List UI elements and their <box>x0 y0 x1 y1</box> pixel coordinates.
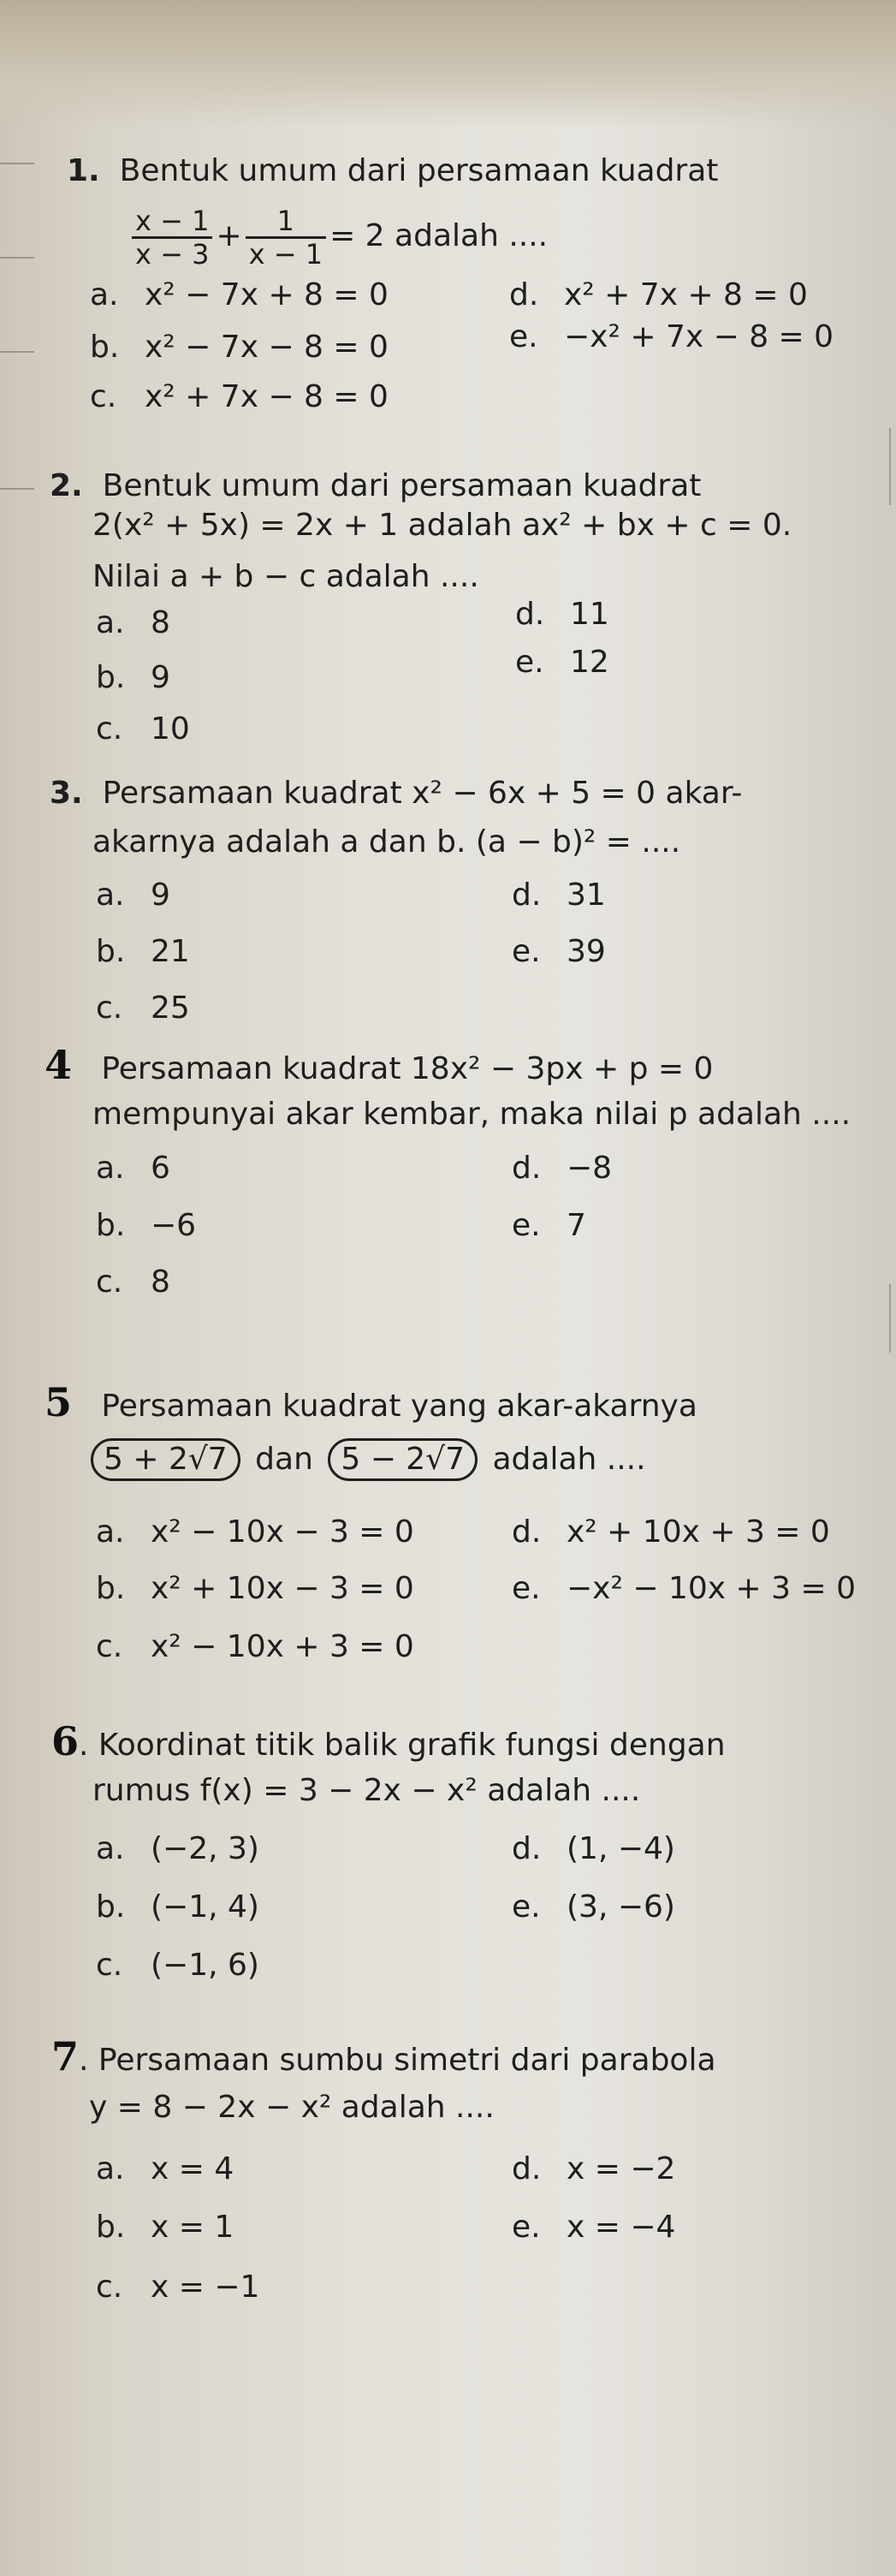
question-stem <box>67 152 718 190</box>
fraction <box>246 205 326 270</box>
option-c[interactable] <box>96 1628 414 1666</box>
question-number: 5 <box>45 1379 73 1425</box>
option-c[interactable] <box>96 990 190 1027</box>
question-stem <box>51 1718 726 1764</box>
numerator: x − 1 <box>132 205 212 239</box>
option-e[interactable] <box>515 644 609 681</box>
question-text: Persamaan kuadrat x² − 6x + 5 = 0 akar- <box>102 776 743 811</box>
question-stem <box>45 1379 697 1425</box>
option-label: a. <box>96 1831 125 1866</box>
option-text: x = 1 <box>151 2210 234 2245</box>
option-label: e. <box>512 934 541 969</box>
option-b[interactable] <box>96 1570 414 1608</box>
question-stem <box>50 775 742 812</box>
option-label: d. <box>512 2151 542 2186</box>
option-text: x² + 7x + 8 = 0 <box>564 277 808 312</box>
option-e[interactable] <box>512 933 606 971</box>
root-expression: 5 + 2√7 <box>91 1438 240 1481</box>
option-text: 39 <box>567 934 606 969</box>
option-text: x² + 10x + 3 = 0 <box>567 1514 830 1550</box>
option-label: d. <box>512 1831 542 1866</box>
option-text: x = 4 <box>151 2151 234 2186</box>
option-text: 8 <box>151 1264 170 1300</box>
option-d[interactable] <box>512 1830 675 1868</box>
option-text: x = −2 <box>567 2151 676 2186</box>
option-text: −x² − 10x + 3 = 0 <box>567 1571 856 1606</box>
option-label: d. <box>512 1151 542 1186</box>
option-label: e. <box>515 645 544 680</box>
option-d[interactable] <box>512 1514 830 1551</box>
option-text: 11 <box>570 597 609 632</box>
option-label: d. <box>512 1514 542 1550</box>
option-label: a. <box>96 878 125 913</box>
option-text: x² − 10x + 3 = 0 <box>151 1629 414 1664</box>
connector-text: dan <box>255 1442 313 1477</box>
option-text: (−2, 3) <box>151 1831 259 1866</box>
question-stem <box>50 467 701 505</box>
plus-sign: + <box>216 218 242 253</box>
question-number: 7 <box>51 2033 80 2079</box>
question-text: . Persamaan sumbu simetri dari parabola <box>79 2043 716 2078</box>
question-number: 3. <box>50 776 83 811</box>
fraction <box>132 205 212 270</box>
option-a[interactable] <box>96 1514 414 1551</box>
option-text: 21 <box>151 934 190 969</box>
option-text: (1, −4) <box>567 1831 675 1866</box>
option-label: a. <box>96 1151 125 1186</box>
equation-tail: = 2 adalah .... <box>329 218 549 253</box>
option-c[interactable] <box>96 1264 170 1301</box>
option-d[interactable] <box>512 877 606 914</box>
option-text: 6 <box>151 1151 170 1186</box>
denominator: x − 1 <box>248 237 323 271</box>
option-c[interactable] <box>96 2269 259 2306</box>
option-a[interactable] <box>96 604 170 642</box>
option-e[interactable] <box>512 1889 675 1926</box>
option-c[interactable] <box>96 1947 259 1984</box>
option-text: (−1, 6) <box>151 1948 259 1983</box>
option-label: e. <box>512 1208 541 1243</box>
question-stem <box>51 2033 716 2079</box>
option-text: 8 <box>151 605 170 640</box>
option-label: a. <box>96 605 125 640</box>
question-stem-line: akarnya adalah a dan b. (a − b)² = .... <box>92 824 681 860</box>
question-number: 1. <box>67 153 100 188</box>
option-label: b. <box>90 330 120 365</box>
option-text: (−1, 4) <box>151 1889 259 1925</box>
option-text: 9 <box>151 878 170 913</box>
option-label: a. <box>96 2151 125 2186</box>
option-d[interactable] <box>512 2151 675 2188</box>
option-text: x² + 7x − 8 = 0 <box>145 379 389 414</box>
option-label: a. <box>96 1514 125 1550</box>
question-text: Persamaan kuadrat yang akar-akarnya <box>101 1389 697 1424</box>
option-label: c. <box>96 1948 123 1983</box>
question-stem-line: Nilai a + b − c adalah .... <box>92 559 479 594</box>
roots-expression <box>86 1438 646 1481</box>
option-text: 25 <box>151 991 190 1026</box>
option-label: d. <box>512 878 542 913</box>
question-text: Persamaan kuadrat 18x² − 3px + p = 0 <box>101 1051 714 1086</box>
option-b[interactable] <box>96 933 190 971</box>
option-label: c. <box>90 379 117 414</box>
option-e[interactable] <box>509 318 834 356</box>
option-a[interactable] <box>90 277 389 314</box>
option-label: c. <box>96 2270 123 2305</box>
option-text: x = −4 <box>567 2210 676 2245</box>
option-c[interactable] <box>90 378 389 416</box>
option-label: b. <box>96 2210 126 2245</box>
option-text: x² − 10x − 3 = 0 <box>151 1514 414 1550</box>
option-c[interactable] <box>96 711 190 748</box>
option-label: c. <box>96 1629 123 1664</box>
numerator: 1 <box>246 205 326 239</box>
option-text: −8 <box>567 1151 613 1186</box>
option-a[interactable] <box>96 1830 259 1868</box>
fraction-equation <box>128 202 548 271</box>
option-text: 12 <box>570 645 609 680</box>
option-b[interactable] <box>96 1207 196 1245</box>
option-text: x² − 7x + 8 = 0 <box>145 277 389 312</box>
option-label: b. <box>96 1889 126 1925</box>
option-label: e. <box>512 1571 541 1606</box>
option-b[interactable] <box>96 659 170 697</box>
option-text: x² − 7x − 8 = 0 <box>145 330 389 365</box>
denominator: x − 3 <box>135 237 210 271</box>
option-text: x = −1 <box>151 2270 260 2305</box>
question-number: 6 <box>51 1718 80 1764</box>
option-d[interactable] <box>509 277 808 314</box>
question-text: Bentuk umum dari persamaan kuadrat <box>119 153 719 188</box>
option-label: c. <box>96 991 123 1026</box>
option-text: 7 <box>567 1208 586 1243</box>
option-e[interactable] <box>512 2209 675 2246</box>
question-number: 2. <box>50 468 83 503</box>
option-label: b. <box>96 1208 126 1243</box>
option-label: e. <box>509 319 538 354</box>
option-e[interactable] <box>512 1207 586 1245</box>
option-text: −x² + 7x − 8 = 0 <box>564 319 834 354</box>
option-label: c. <box>96 1264 123 1300</box>
option-a[interactable] <box>96 2151 234 2188</box>
option-text: (3, −6) <box>567 1889 675 1925</box>
option-e[interactable] <box>512 1570 856 1608</box>
question-stem-line: rumus f(x) = 3 − 2x − x² adalah .... <box>92 1773 641 1808</box>
option-text: 9 <box>151 660 170 695</box>
question-stem <box>45 1042 714 1088</box>
option-label: e. <box>512 2210 541 2245</box>
question-tail: adalah .... <box>492 1442 646 1477</box>
root-expression: 5 − 2√7 <box>328 1438 478 1481</box>
question-stem-line: mempunyai akar kembar, maka nilai p adalah .... <box>92 1097 851 1132</box>
option-d[interactable] <box>515 596 609 634</box>
option-label: c. <box>96 711 123 747</box>
option-b[interactable] <box>96 1889 259 1926</box>
option-b[interactable] <box>90 329 389 366</box>
option-label: b. <box>96 660 126 695</box>
question-number: 4 <box>45 1042 73 1088</box>
option-text: −6 <box>151 1208 197 1243</box>
question-text: . Koordinat titik balik grafik fungsi dengan <box>79 1728 726 1763</box>
option-text: 10 <box>151 711 190 747</box>
option-label: d. <box>509 277 539 312</box>
option-text: 31 <box>567 878 606 913</box>
option-label: b. <box>96 934 126 969</box>
option-a[interactable] <box>96 1150 170 1187</box>
option-d[interactable] <box>512 1150 612 1187</box>
option-b[interactable] <box>96 2209 234 2246</box>
option-text: x² + 10x − 3 = 0 <box>151 1571 414 1606</box>
option-label: e. <box>512 1889 541 1925</box>
option-label: b. <box>96 1571 126 1606</box>
option-label: a. <box>90 277 119 312</box>
question-stem-line: 2(x² + 5x) = 2x + 1 adalah ax² + bx + c = 0. <box>92 508 792 543</box>
question-text: Bentuk umum dari persamaan kuadrat <box>102 468 702 503</box>
option-label: d. <box>515 597 545 632</box>
question-stem-line: y = 8 − 2x − x² adalah .... <box>89 2090 495 2125</box>
option-a[interactable] <box>96 877 170 914</box>
